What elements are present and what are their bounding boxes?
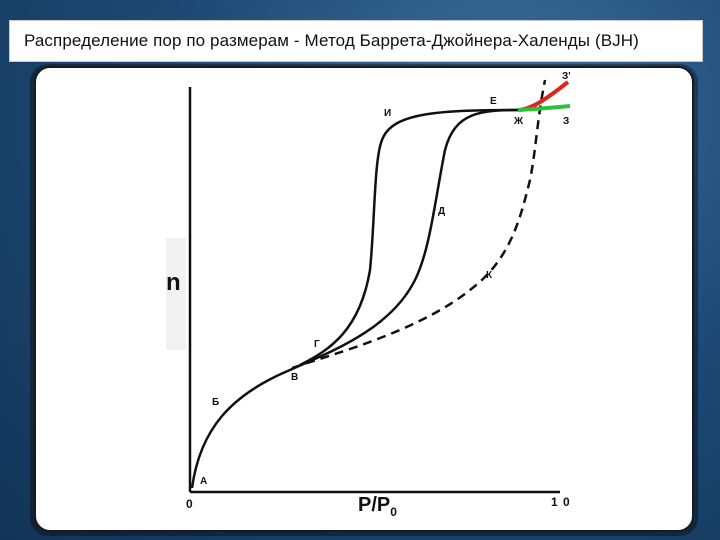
point-label-k: К bbox=[486, 270, 493, 281]
adsorption-curve bbox=[192, 110, 522, 488]
origin-label: 0 bbox=[186, 497, 193, 511]
x-end-label-2: 0 bbox=[563, 495, 570, 509]
x-end-label: 1 bbox=[551, 495, 558, 509]
x-axis-label-sub: 0 bbox=[390, 505, 397, 519]
x-axis-label-main: P/P bbox=[358, 494, 391, 516]
point-label-a: А bbox=[200, 476, 208, 487]
point-label-e: Е bbox=[490, 96, 497, 107]
y-axis-label: n bbox=[166, 269, 181, 296]
point-label-d: Д bbox=[438, 206, 446, 217]
desorption-curve bbox=[300, 110, 522, 365]
point-label-v: В bbox=[291, 372, 299, 383]
point-label-g: Г bbox=[314, 339, 320, 350]
dashed-curve-k bbox=[292, 80, 545, 368]
point-label-i: И bbox=[384, 108, 392, 119]
point-label-zh: Ж bbox=[514, 116, 524, 127]
point-label-b: Б bbox=[212, 397, 220, 408]
point-label-z: З bbox=[563, 116, 570, 127]
point-label-z-prime: З' bbox=[562, 71, 571, 82]
page-title: Распределение пор по размерам - Метод Баррета-Джойнера-Халенды (BJH) bbox=[24, 31, 639, 50]
x-axis-label bbox=[358, 494, 397, 519]
